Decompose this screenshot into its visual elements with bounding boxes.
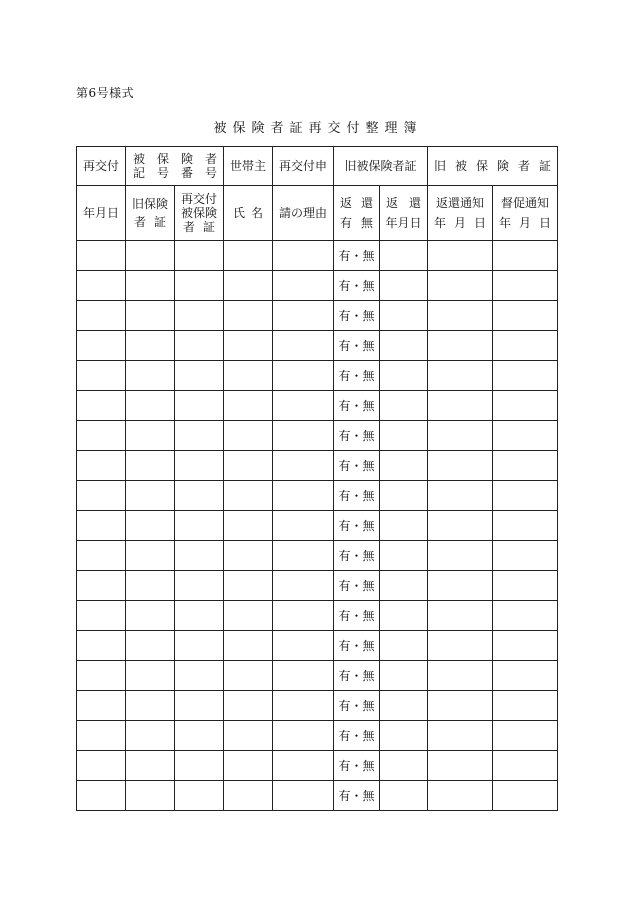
reminder-notice-date-cell[interactable] xyxy=(493,391,558,421)
reason-cell[interactable] xyxy=(273,571,334,601)
return-notice-date-cell[interactable] xyxy=(428,721,493,751)
return-status-cell[interactable]: 有・無 xyxy=(334,421,380,451)
old-card-number-cell[interactable] xyxy=(126,271,175,301)
old-card-number-cell[interactable] xyxy=(126,241,175,271)
header-return-status: 返 還 有 無 xyxy=(334,186,380,241)
return-date-cell[interactable] xyxy=(380,481,428,511)
old-card-number-cell[interactable] xyxy=(126,751,175,781)
reminder-notice-date-cell[interactable] xyxy=(493,421,558,451)
header-return-date: 返 還 年月日 xyxy=(380,186,428,241)
header-old-card-group: 旧被保険者証 xyxy=(334,147,428,186)
return-date-cell[interactable] xyxy=(380,241,428,271)
new-card-number-cell[interactable] xyxy=(175,241,224,271)
old-card-number-cell[interactable] xyxy=(126,481,175,511)
reissue-date-cell[interactable] xyxy=(77,481,126,511)
reminder-notice-date-cell[interactable] xyxy=(493,781,558,811)
table-row xyxy=(77,331,558,361)
table-row xyxy=(77,751,558,781)
return-status-cell[interactable]: 有・無 xyxy=(334,241,380,271)
table-row xyxy=(77,271,558,301)
return-status-cell[interactable]: 有・無 xyxy=(334,661,380,691)
table-row xyxy=(77,451,558,481)
reissue-register-table xyxy=(76,146,558,811)
table-row xyxy=(77,781,558,811)
table-row xyxy=(77,601,558,631)
table-row xyxy=(77,241,558,271)
return-status-cell[interactable]: 有・無 xyxy=(334,391,380,421)
old-card-number-cell[interactable] xyxy=(126,631,175,661)
form-number: 第6号様式 xyxy=(76,86,135,100)
reason-cell[interactable] xyxy=(273,721,334,751)
return-status-cell[interactable]: 有・無 xyxy=(334,331,380,361)
householder-name-cell[interactable] xyxy=(224,511,273,541)
header-notice-group: 旧 被 保 険 者 証 xyxy=(428,147,558,186)
return-status-cell[interactable]: 有・無 xyxy=(334,601,380,631)
reminder-notice-date-cell[interactable] xyxy=(493,301,558,331)
return-notice-date-cell[interactable] xyxy=(428,781,493,811)
header-reminder-notice: 督促通知 年 月 日 xyxy=(493,186,558,241)
header-reissue-top: 再交付 xyxy=(77,147,126,186)
new-card-number-cell[interactable] xyxy=(175,541,224,571)
return-notice-date-cell[interactable] xyxy=(428,751,493,781)
return-date-cell[interactable] xyxy=(380,661,428,691)
old-card-number-cell[interactable] xyxy=(126,301,175,331)
new-card-number-cell[interactable] xyxy=(175,271,224,301)
return-status-cell[interactable]: 有・無 xyxy=(334,451,380,481)
reminder-notice-date-cell[interactable] xyxy=(493,331,558,361)
return-notice-date-cell[interactable] xyxy=(428,331,493,361)
reissue-date-cell[interactable] xyxy=(77,601,126,631)
reason-cell[interactable] xyxy=(273,511,334,541)
reminder-notice-date-cell[interactable] xyxy=(493,631,558,661)
householder-name-cell[interactable] xyxy=(224,721,273,751)
reason-cell[interactable] xyxy=(273,631,334,661)
old-card-number-cell[interactable] xyxy=(126,691,175,721)
reissue-date-cell[interactable] xyxy=(77,391,126,421)
householder-name-cell[interactable] xyxy=(224,751,273,781)
return-status-cell[interactable]: 有・無 xyxy=(334,541,380,571)
new-card-number-cell[interactable] xyxy=(175,751,224,781)
reason-cell[interactable] xyxy=(273,391,334,421)
old-card-number-cell[interactable] xyxy=(126,601,175,631)
old-card-number-cell[interactable] xyxy=(126,541,175,571)
new-card-number-cell[interactable] xyxy=(175,571,224,601)
table-row xyxy=(77,391,558,421)
table-row xyxy=(77,691,558,721)
householder-name-cell[interactable] xyxy=(224,781,273,811)
old-card-number-cell[interactable] xyxy=(126,451,175,481)
householder-name-cell[interactable] xyxy=(224,301,273,331)
header-return-notice: 返還通知 年 月 日 xyxy=(428,186,493,241)
reason-cell[interactable] xyxy=(273,601,334,631)
householder-name-cell[interactable] xyxy=(224,601,273,631)
return-status-cell[interactable]: 有・無 xyxy=(334,691,380,721)
header-householder-top: 世帯主 xyxy=(224,147,273,186)
old-card-number-cell[interactable] xyxy=(126,421,175,451)
reminder-notice-date-cell[interactable] xyxy=(493,601,558,631)
old-card-number-cell[interactable] xyxy=(126,511,175,541)
reissue-date-cell[interactable] xyxy=(77,751,126,781)
return-status-cell[interactable]: 有・無 xyxy=(334,481,380,511)
reason-cell[interactable] xyxy=(273,451,334,481)
document-title: 被保険者証再交付整理簿 xyxy=(213,121,423,136)
reminder-notice-date-cell[interactable] xyxy=(493,451,558,481)
householder-name-cell[interactable] xyxy=(224,691,273,721)
return-date-cell[interactable] xyxy=(380,331,428,361)
table-row xyxy=(77,511,558,541)
reminder-notice-date-cell[interactable] xyxy=(493,721,558,751)
reissue-date-cell[interactable] xyxy=(77,571,126,601)
reissue-date-cell[interactable] xyxy=(77,271,126,301)
new-card-number-cell[interactable] xyxy=(175,781,224,811)
return-date-cell[interactable] xyxy=(380,271,428,301)
return-date-cell[interactable] xyxy=(380,511,428,541)
return-date-cell[interactable] xyxy=(380,721,428,751)
reminder-notice-date-cell[interactable] xyxy=(493,661,558,691)
return-notice-date-cell[interactable] xyxy=(428,661,493,691)
table-row xyxy=(77,661,558,691)
return-date-cell[interactable] xyxy=(380,601,428,631)
new-card-number-cell[interactable] xyxy=(175,721,224,751)
return-date-cell[interactable] xyxy=(380,571,428,601)
return-notice-date-cell[interactable] xyxy=(428,511,493,541)
return-notice-date-cell[interactable] xyxy=(428,691,493,721)
reason-cell[interactable] xyxy=(273,481,334,511)
reminder-notice-date-cell[interactable] xyxy=(493,361,558,391)
return-status-cell[interactable]: 有・無 xyxy=(334,511,380,541)
reason-cell[interactable] xyxy=(273,421,334,451)
return-notice-date-cell[interactable] xyxy=(428,301,493,331)
return-date-cell[interactable] xyxy=(380,541,428,571)
householder-name-cell[interactable] xyxy=(224,421,273,451)
reason-cell[interactable] xyxy=(273,271,334,301)
householder-name-cell[interactable] xyxy=(224,271,273,301)
return-notice-date-cell[interactable] xyxy=(428,481,493,511)
return-status-cell[interactable]: 有・無 xyxy=(334,271,380,301)
reissue-date-cell[interactable] xyxy=(77,721,126,751)
reminder-notice-date-cell[interactable] xyxy=(493,511,558,541)
reissue-date-cell[interactable] xyxy=(77,301,126,331)
table-row xyxy=(77,721,558,751)
return-notice-date-cell[interactable] xyxy=(428,541,493,571)
return-notice-date-cell[interactable] xyxy=(428,421,493,451)
reason-cell[interactable] xyxy=(273,331,334,361)
old-card-number-cell[interactable] xyxy=(126,361,175,391)
return-status-cell[interactable]: 有・無 xyxy=(334,781,380,811)
householder-name-cell[interactable] xyxy=(224,631,273,661)
header-new-card: 再交付 被保険 者 証 xyxy=(175,186,224,241)
new-card-number-cell[interactable] xyxy=(175,361,224,391)
reason-cell[interactable] xyxy=(273,361,334,391)
new-card-number-cell[interactable] xyxy=(175,601,224,631)
new-card-number-cell[interactable] xyxy=(175,631,224,661)
reason-cell[interactable] xyxy=(273,241,334,271)
reminder-notice-date-cell[interactable] xyxy=(493,691,558,721)
reissue-date-cell[interactable] xyxy=(77,511,126,541)
householder-name-cell[interactable] xyxy=(224,571,273,601)
return-notice-date-cell[interactable] xyxy=(428,271,493,301)
reminder-notice-date-cell[interactable] xyxy=(493,751,558,781)
return-status-cell[interactable]: 有・無 xyxy=(334,751,380,781)
new-card-number-cell[interactable] xyxy=(175,451,224,481)
return-status-cell[interactable]: 有・無 xyxy=(334,361,380,391)
return-status-cell[interactable]: 有・無 xyxy=(334,571,380,601)
householder-name-cell[interactable] xyxy=(224,661,273,691)
householder-name-cell[interactable] xyxy=(224,541,273,571)
reason-cell[interactable] xyxy=(273,751,334,781)
householder-name-cell[interactable] xyxy=(224,391,273,421)
return-notice-date-cell[interactable] xyxy=(428,571,493,601)
reminder-notice-date-cell[interactable] xyxy=(493,481,558,511)
new-card-number-cell[interactable] xyxy=(175,331,224,361)
reissue-date-cell[interactable] xyxy=(77,691,126,721)
table-row xyxy=(77,481,558,511)
reissue-date-cell[interactable] xyxy=(77,241,126,271)
return-date-cell[interactable] xyxy=(380,361,428,391)
reissue-date-cell[interactable] xyxy=(77,421,126,451)
return-date-cell[interactable] xyxy=(380,751,428,781)
reason-cell[interactable] xyxy=(273,691,334,721)
householder-name-cell[interactable] xyxy=(224,241,273,271)
reissue-date-cell[interactable] xyxy=(77,331,126,361)
old-card-number-cell[interactable] xyxy=(126,331,175,361)
table-row xyxy=(77,421,558,451)
old-card-number-cell[interactable] xyxy=(126,781,175,811)
reminder-notice-date-cell[interactable] xyxy=(493,241,558,271)
return-notice-date-cell[interactable] xyxy=(428,451,493,481)
reminder-notice-date-cell[interactable] xyxy=(493,571,558,601)
old-card-number-cell[interactable] xyxy=(126,391,175,421)
return-notice-date-cell[interactable] xyxy=(428,361,493,391)
return-status-cell[interactable]: 有・無 xyxy=(334,631,380,661)
householder-name-cell[interactable] xyxy=(224,481,273,511)
return-date-cell[interactable] xyxy=(380,391,428,421)
reason-cell[interactable] xyxy=(273,301,334,331)
return-date-cell[interactable] xyxy=(380,631,428,661)
return-notice-date-cell[interactable] xyxy=(428,241,493,271)
reissue-date-cell[interactable] xyxy=(77,541,126,571)
reason-cell[interactable] xyxy=(273,661,334,691)
header-reason-bottom: 請の理由 xyxy=(273,186,334,241)
reissue-date-cell[interactable] xyxy=(77,451,126,481)
return-date-cell[interactable] xyxy=(380,451,428,481)
new-card-number-cell[interactable] xyxy=(175,691,224,721)
return-notice-date-cell[interactable] xyxy=(428,391,493,421)
header-insurer-symbol-number: 被 保 険 者 記 号 番 号 xyxy=(126,147,224,186)
return-notice-date-cell[interactable] xyxy=(428,631,493,661)
reissue-date-cell[interactable] xyxy=(77,661,126,691)
householder-name-cell[interactable] xyxy=(224,361,273,391)
reissue-date-cell[interactable] xyxy=(77,361,126,391)
reissue-date-cell[interactable] xyxy=(77,631,126,661)
old-card-number-cell[interactable] xyxy=(126,721,175,751)
table-row xyxy=(77,361,558,391)
return-date-cell[interactable] xyxy=(380,421,428,451)
new-card-number-cell[interactable] xyxy=(175,421,224,451)
header-reason-top: 再交付申 xyxy=(273,147,334,186)
reason-cell[interactable] xyxy=(273,541,334,571)
return-date-cell[interactable] xyxy=(380,691,428,721)
header-householder-bottom: 氏 名 xyxy=(224,186,273,241)
return-date-cell[interactable] xyxy=(380,781,428,811)
reason-cell[interactable] xyxy=(273,781,334,811)
return-status-cell[interactable]: 有・無 xyxy=(334,301,380,331)
reminder-notice-date-cell[interactable] xyxy=(493,541,558,571)
householder-name-cell[interactable] xyxy=(224,451,273,481)
table-row xyxy=(77,571,558,601)
table-row xyxy=(77,631,558,661)
return-date-cell[interactable] xyxy=(380,301,428,331)
return-notice-date-cell[interactable] xyxy=(428,601,493,631)
new-card-number-cell[interactable] xyxy=(175,481,224,511)
header-old-card: 旧保険 者 証 xyxy=(126,186,175,241)
return-status-cell[interactable]: 有・無 xyxy=(334,721,380,751)
header-reissue-bottom: 年月日 xyxy=(77,186,126,241)
reminder-notice-date-cell[interactable] xyxy=(493,271,558,301)
reissue-date-cell[interactable] xyxy=(77,781,126,811)
new-card-number-cell[interactable] xyxy=(175,391,224,421)
new-card-number-cell[interactable] xyxy=(175,661,224,691)
new-card-number-cell[interactable] xyxy=(175,301,224,331)
old-card-number-cell[interactable] xyxy=(126,571,175,601)
table-row xyxy=(77,541,558,571)
householder-name-cell[interactable] xyxy=(224,331,273,361)
new-card-number-cell[interactable] xyxy=(175,511,224,541)
old-card-number-cell[interactable] xyxy=(126,661,175,691)
table-row xyxy=(77,301,558,331)
